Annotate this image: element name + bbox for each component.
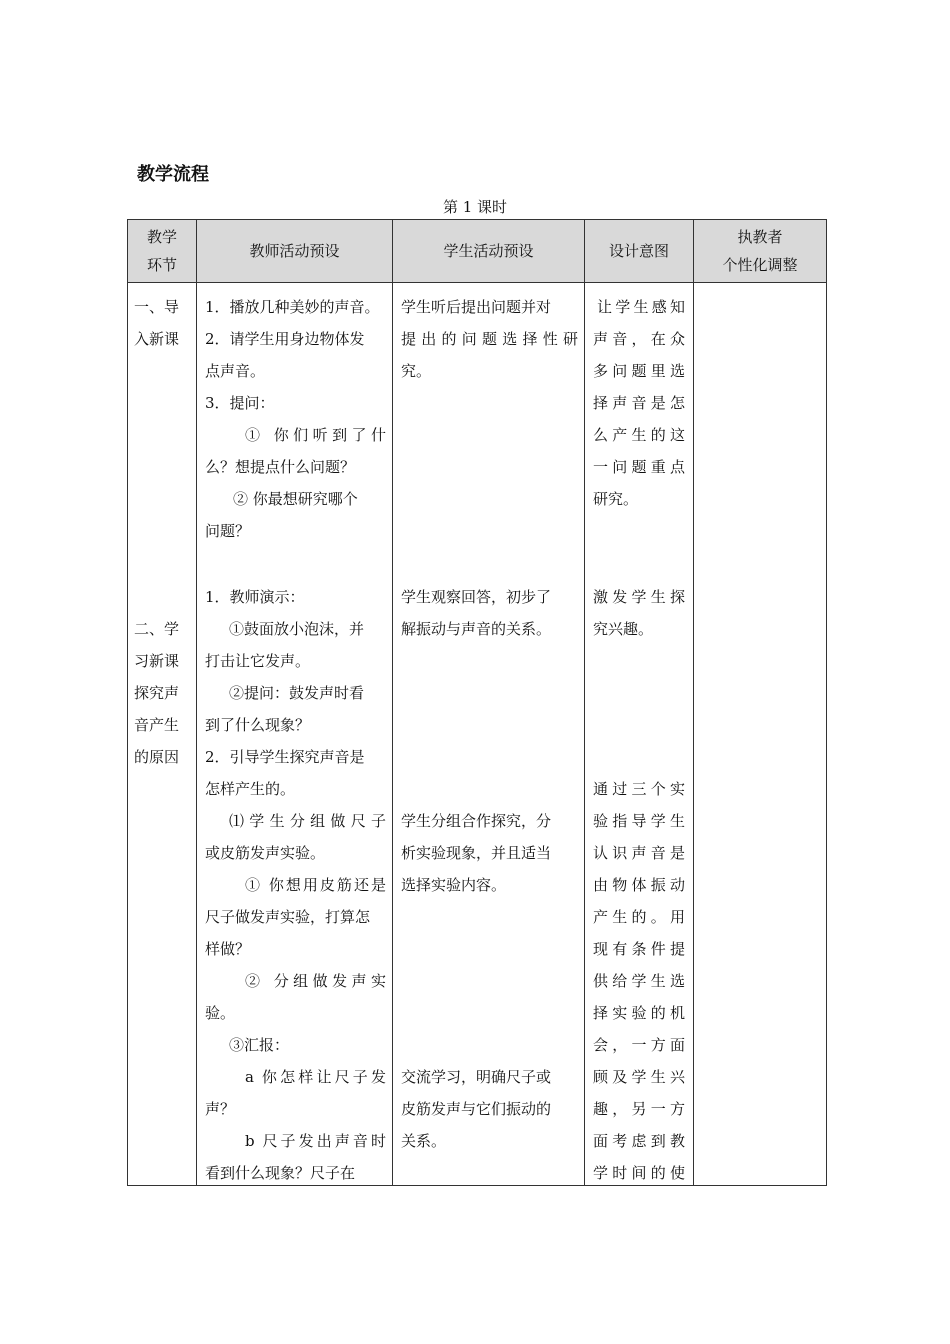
student-observe-activities: 学生观察回答，初步了 解振动与声音的关系。 (401, 588, 552, 638)
student-intro-activities: 学生听后提出问题并对 提出的问题选择性研 究。 (401, 298, 578, 380)
stage-explore: 二、学 习新课 探究声 音产生 的原因 (134, 620, 180, 766)
header-student: 学生活动预设 (393, 220, 585, 283)
header-adjust: 执教者 个性化调整 (694, 220, 827, 283)
header-teacher: 教师活动预设 (197, 220, 393, 283)
teacher-cell (197, 283, 393, 1186)
table-header-row (128, 220, 827, 283)
student-group-activities: 学生分组合作探究，分 析实验现象，并且适当 选择实验内容。 (401, 812, 552, 894)
teacher-explore-activities: 1．教师演示： ①鼓面放小泡沫，并 打击让它发声。 ②提问：鼓发声时看 到了什么现象？ 2．引导学生探究声音是 怎样产生的。 ⑴学生分组做尺子 或皮筋发声实验。 ① 你想用皮筋还是 尺子做发声实验，打算怎 样做？ ② 分组做发声实 验。 ③汇报： a 你怎样让尺子发 声？ b 尺子发出声音时 看到什么现象？尺子在 (205, 588, 386, 1182)
intent-cell (585, 283, 694, 1186)
header-stage: 教学 环节 (128, 220, 197, 283)
page-title: 教学流程 (137, 164, 209, 185)
intent-interest: 激发学生探 究兴趣。 (593, 588, 685, 638)
intent-experiments: 通过三个实 验指导学生 认识声音是 由物体振动 产生的。用 现有条件提 供给学生选 择实验的机 会，一方面 顾及学生兴 趣，另一方 面考虑到教 学时间的使 (593, 780, 685, 1182)
teacher-intro-activities: 1．播放几种美妙的声音。 2．请学生用身边物体发 点声音。 3．提问： ① 你们听到了什 么？想提点什么问题？ ② 你最想研究哪个 问题？ (205, 298, 386, 540)
stage-intro: 一、导 入新课 (134, 298, 180, 348)
student-exchange-activities: 交流学习，明确尺子或 皮筋发声与它们振动的 关系。 (401, 1068, 552, 1150)
lesson-number: 第 1 课时 (442, 198, 508, 216)
student-cell (393, 283, 585, 1186)
adjust-cell (694, 283, 827, 1186)
stage-cell (128, 283, 197, 1186)
intent-intro: 让学生感知 声音，在众 多问题里选 择声音是怎 么产生的这 一问题重点 研究。 (593, 298, 685, 508)
table-row (128, 283, 827, 1186)
header-intent: 设计意图 (585, 220, 694, 283)
teaching-flow-table (127, 219, 827, 1186)
